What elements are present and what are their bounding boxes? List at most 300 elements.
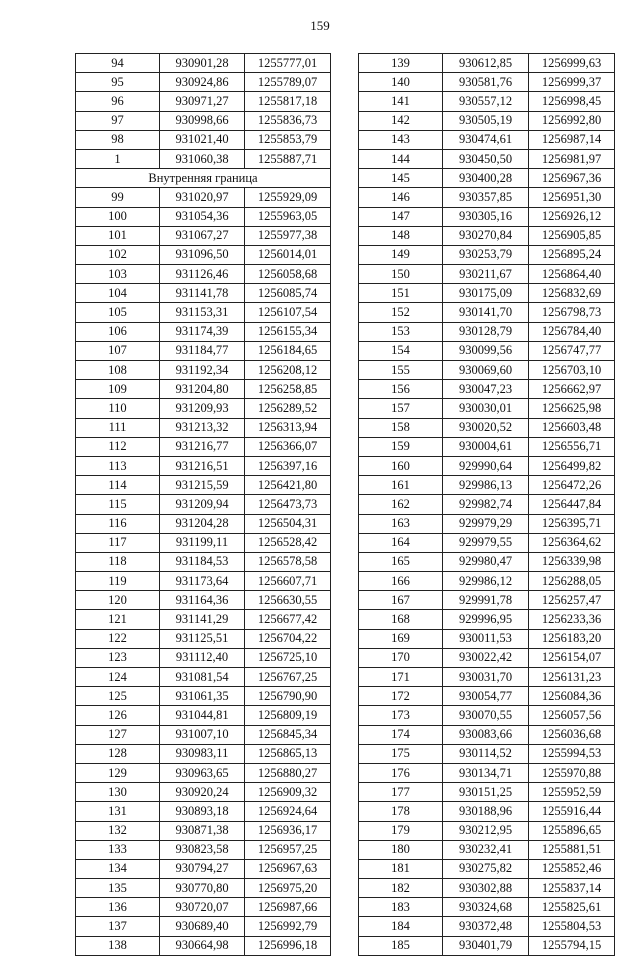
- point-number-cell: 116: [76, 514, 160, 533]
- point-number-cell: 136: [76, 898, 160, 917]
- point-number-cell: 126: [76, 706, 160, 725]
- point-number-cell: 96: [76, 92, 160, 111]
- x-coordinate-cell: 930099,56: [443, 341, 529, 360]
- y-coordinate-cell: 1256924,64: [245, 802, 331, 821]
- x-coordinate-cell: 930212,95: [443, 821, 529, 840]
- y-coordinate-cell: 1256233,36: [529, 610, 615, 629]
- point-number-cell: 133: [76, 840, 160, 859]
- y-coordinate-cell: 1256784,40: [529, 322, 615, 341]
- y-coordinate-cell: 1256397,16: [245, 456, 331, 475]
- y-coordinate-cell: 1256905,85: [529, 226, 615, 245]
- point-number-cell: 146: [359, 188, 443, 207]
- table-row: [359, 859, 615, 878]
- point-number-cell: 106: [76, 322, 160, 341]
- x-coordinate-cell: 931126,46: [160, 265, 245, 284]
- coordinates-table-left: [75, 53, 331, 956]
- point-number-cell: 130: [76, 783, 160, 802]
- point-number-cell: 172: [359, 687, 443, 706]
- y-coordinate-cell: 1255852,46: [529, 859, 615, 878]
- x-coordinate-cell: 930612,85: [443, 54, 529, 73]
- table-row: [359, 92, 615, 111]
- y-coordinate-cell: 1255887,71: [245, 149, 331, 168]
- point-number-cell: 110: [76, 399, 160, 418]
- x-coordinate-cell: 930022,42: [443, 648, 529, 667]
- x-coordinate-cell: 930175,09: [443, 284, 529, 303]
- table-row: [359, 303, 615, 322]
- point-number-cell: 117: [76, 533, 160, 552]
- x-coordinate-cell: 931054,36: [160, 207, 245, 226]
- point-number-cell: 124: [76, 668, 160, 687]
- table-row: [359, 802, 615, 821]
- x-coordinate-cell: 931204,80: [160, 380, 245, 399]
- table-row: [359, 629, 615, 648]
- y-coordinate-cell: 1256880,27: [245, 763, 331, 782]
- x-coordinate-cell: 930794,27: [160, 859, 245, 878]
- table-row: [76, 802, 331, 821]
- point-number-cell: 125: [76, 687, 160, 706]
- x-coordinate-cell: 930581,76: [443, 73, 529, 92]
- y-coordinate-cell: 1256504,31: [245, 514, 331, 533]
- x-coordinate-cell: 930357,85: [443, 188, 529, 207]
- point-number-cell: 115: [76, 495, 160, 514]
- table-row: [76, 610, 331, 629]
- y-coordinate-cell: 1255970,88: [529, 763, 615, 782]
- table-row: [359, 341, 615, 360]
- x-coordinate-cell: 931215,59: [160, 476, 245, 495]
- y-coordinate-cell: 1256967,63: [245, 859, 331, 878]
- point-number-cell: 151: [359, 284, 443, 303]
- point-number-cell: 100: [76, 207, 160, 226]
- y-coordinate-cell: 1256999,37: [529, 73, 615, 92]
- point-number-cell: 118: [76, 552, 160, 571]
- table-row: [76, 73, 331, 92]
- point-number-cell: 153: [359, 322, 443, 341]
- y-coordinate-cell: 1256395,71: [529, 514, 615, 533]
- table-row: [359, 437, 615, 456]
- table-row: [359, 456, 615, 475]
- y-coordinate-cell: 1255825,61: [529, 898, 615, 917]
- y-coordinate-cell: 1255789,07: [245, 73, 331, 92]
- x-coordinate-cell: 930069,60: [443, 361, 529, 380]
- y-coordinate-cell: 1255777,01: [245, 54, 331, 73]
- table-row: [359, 763, 615, 782]
- y-coordinate-cell: 1256473,73: [245, 495, 331, 514]
- x-coordinate-cell: 931060,38: [160, 149, 245, 168]
- y-coordinate-cell: 1256603,48: [529, 418, 615, 437]
- point-number-cell: 120: [76, 591, 160, 610]
- table-row: [76, 706, 331, 725]
- point-number-cell: 98: [76, 130, 160, 149]
- table-row: [76, 725, 331, 744]
- x-coordinate-cell: 930302,88: [443, 879, 529, 898]
- y-coordinate-cell: 1256909,32: [245, 783, 331, 802]
- y-coordinate-cell: 1256630,55: [245, 591, 331, 610]
- y-coordinate-cell: 1256289,52: [245, 399, 331, 418]
- table-row: [76, 763, 331, 782]
- point-number-cell: 159: [359, 437, 443, 456]
- table-row: [359, 284, 615, 303]
- table-row: [76, 917, 331, 936]
- x-coordinate-cell: 930253,79: [443, 245, 529, 264]
- y-coordinate-cell: 1256578,58: [245, 552, 331, 571]
- y-coordinate-cell: 1256288,05: [529, 572, 615, 591]
- y-coordinate-cell: 1256992,80: [529, 111, 615, 130]
- point-number-cell: 173: [359, 706, 443, 725]
- point-number-cell: 180: [359, 840, 443, 859]
- point-number-cell: 107: [76, 341, 160, 360]
- table-row: [76, 380, 331, 399]
- point-number-cell: 104: [76, 284, 160, 303]
- point-number-cell: 97: [76, 111, 160, 130]
- y-coordinate-cell: 1256447,84: [529, 495, 615, 514]
- point-number-cell: 145: [359, 169, 443, 188]
- x-coordinate-cell: 930020,52: [443, 418, 529, 437]
- table-row: [76, 92, 331, 111]
- point-number-cell: 143: [359, 130, 443, 149]
- x-coordinate-cell: 930689,40: [160, 917, 245, 936]
- point-number-cell: 152: [359, 303, 443, 322]
- y-coordinate-cell: 1256999,63: [529, 54, 615, 73]
- y-coordinate-cell: 1256790,90: [245, 687, 331, 706]
- table-row: [359, 380, 615, 399]
- x-coordinate-cell: 931216,77: [160, 437, 245, 456]
- table-row: [359, 668, 615, 687]
- point-number-cell: 174: [359, 725, 443, 744]
- y-coordinate-cell: 1256339,98: [529, 552, 615, 571]
- y-coordinate-cell: 1256499,82: [529, 456, 615, 475]
- x-coordinate-cell: 931192,34: [160, 361, 245, 380]
- x-coordinate-cell: 930232,41: [443, 840, 529, 859]
- x-coordinate-cell: 931209,94: [160, 495, 245, 514]
- table-row: [76, 54, 331, 73]
- table-row: [76, 668, 331, 687]
- point-number-cell: 160: [359, 456, 443, 475]
- point-number-cell: 94: [76, 54, 160, 73]
- point-number-cell: 175: [359, 744, 443, 763]
- point-number-cell: 109: [76, 380, 160, 399]
- y-coordinate-cell: 1255836,73: [245, 111, 331, 130]
- x-coordinate-cell: 930401,79: [443, 936, 529, 955]
- x-coordinate-cell: 931081,54: [160, 668, 245, 687]
- x-coordinate-cell: 930893,18: [160, 802, 245, 821]
- x-coordinate-cell: 930083,66: [443, 725, 529, 744]
- x-coordinate-cell: 931067,27: [160, 226, 245, 245]
- x-coordinate-cell: 930372,48: [443, 917, 529, 936]
- table-row: [359, 418, 615, 437]
- y-coordinate-cell: 1256832,69: [529, 284, 615, 303]
- y-coordinate-cell: 1256747,77: [529, 341, 615, 360]
- y-coordinate-cell: 1255804,53: [529, 917, 615, 936]
- y-coordinate-cell: 1256704,22: [245, 629, 331, 648]
- x-coordinate-cell: 930924,86: [160, 73, 245, 92]
- table-row: [76, 783, 331, 802]
- x-coordinate-cell: 930770,80: [160, 879, 245, 898]
- table-row: [359, 169, 615, 188]
- table-row: [76, 476, 331, 495]
- y-coordinate-cell: 1256155,34: [245, 322, 331, 341]
- table-row: [76, 495, 331, 514]
- y-coordinate-cell: 1256556,71: [529, 437, 615, 456]
- table-row: [76, 149, 331, 168]
- x-coordinate-cell: 930134,71: [443, 763, 529, 782]
- point-number-cell: 102: [76, 245, 160, 264]
- x-coordinate-cell: 931204,28: [160, 514, 245, 533]
- x-coordinate-cell: 929990,64: [443, 456, 529, 475]
- point-number-cell: 181: [359, 859, 443, 878]
- point-number-cell: 139: [359, 54, 443, 73]
- point-number-cell: 112: [76, 437, 160, 456]
- x-coordinate-cell: 931199,11: [160, 533, 245, 552]
- point-number-cell: 150: [359, 265, 443, 284]
- y-coordinate-cell: 1256936,17: [245, 821, 331, 840]
- table-row: [76, 859, 331, 878]
- table-row: [359, 361, 615, 380]
- y-coordinate-cell: 1256677,42: [245, 610, 331, 629]
- table-row: [359, 54, 615, 73]
- y-coordinate-cell: 1256036,68: [529, 725, 615, 744]
- table-row: [359, 610, 615, 629]
- y-coordinate-cell: 1256809,19: [245, 706, 331, 725]
- x-coordinate-cell: 931044,81: [160, 706, 245, 725]
- x-coordinate-cell: 930920,24: [160, 783, 245, 802]
- y-coordinate-cell: 1255853,79: [245, 130, 331, 149]
- x-coordinate-cell: 930011,53: [443, 629, 529, 648]
- y-coordinate-cell: 1256981,97: [529, 149, 615, 168]
- x-coordinate-cell: 929986,12: [443, 572, 529, 591]
- x-coordinate-cell: 930151,25: [443, 783, 529, 802]
- table-row: [359, 840, 615, 859]
- table-row: [359, 226, 615, 245]
- point-number-cell: 95: [76, 73, 160, 92]
- y-coordinate-cell: 1256472,26: [529, 476, 615, 495]
- y-coordinate-cell: 1256313,94: [245, 418, 331, 437]
- table-row: [359, 552, 615, 571]
- table-row: [359, 207, 615, 226]
- table-row: [76, 322, 331, 341]
- y-coordinate-cell: 1256987,14: [529, 130, 615, 149]
- y-coordinate-cell: 1256996,18: [245, 936, 331, 955]
- point-number-cell: 128: [76, 744, 160, 763]
- point-number-cell: 132: [76, 821, 160, 840]
- table-row: [76, 840, 331, 859]
- x-coordinate-cell: 929982,74: [443, 495, 529, 514]
- x-coordinate-cell: 930054,77: [443, 687, 529, 706]
- x-coordinate-cell: 930983,11: [160, 744, 245, 763]
- y-coordinate-cell: 1256366,07: [245, 437, 331, 456]
- x-coordinate-cell: 930998,66: [160, 111, 245, 130]
- table-row: [76, 936, 331, 955]
- y-coordinate-cell: 1255916,44: [529, 802, 615, 821]
- x-coordinate-cell: 931216,51: [160, 456, 245, 475]
- x-coordinate-cell: 930901,28: [160, 54, 245, 73]
- y-coordinate-cell: 1256926,12: [529, 207, 615, 226]
- point-number-cell: 161: [359, 476, 443, 495]
- y-coordinate-cell: 1255929,09: [245, 188, 331, 207]
- x-coordinate-cell: 930141,70: [443, 303, 529, 322]
- x-coordinate-cell: 931007,10: [160, 725, 245, 744]
- x-coordinate-cell: 931061,35: [160, 687, 245, 706]
- table-row: [359, 149, 615, 168]
- point-number-cell: 142: [359, 111, 443, 130]
- table-row: [76, 303, 331, 322]
- x-coordinate-cell: 930211,67: [443, 265, 529, 284]
- table-row: [359, 399, 615, 418]
- table-row: [76, 687, 331, 706]
- x-coordinate-cell: 931184,77: [160, 341, 245, 360]
- x-coordinate-cell: 930823,58: [160, 840, 245, 859]
- y-coordinate-cell: 1256864,40: [529, 265, 615, 284]
- y-coordinate-cell: 1255896,65: [529, 821, 615, 840]
- table-row: [76, 111, 331, 130]
- y-coordinate-cell: 1256987,66: [245, 898, 331, 917]
- y-coordinate-cell: 1256992,79: [245, 917, 331, 936]
- x-coordinate-cell: 930324,68: [443, 898, 529, 917]
- point-number-cell: 163: [359, 514, 443, 533]
- x-coordinate-cell: 931021,40: [160, 130, 245, 149]
- x-coordinate-cell: 931096,50: [160, 245, 245, 264]
- table-row: [359, 936, 615, 955]
- y-coordinate-cell: 1255952,59: [529, 783, 615, 802]
- table-row: [76, 399, 331, 418]
- point-number-cell: 144: [359, 149, 443, 168]
- table-row: [359, 725, 615, 744]
- point-number-cell: 129: [76, 763, 160, 782]
- point-number-cell: 149: [359, 245, 443, 264]
- y-coordinate-cell: 1256975,20: [245, 879, 331, 898]
- table-row: [359, 73, 615, 92]
- point-number-cell: 121: [76, 610, 160, 629]
- table-row: [76, 456, 331, 475]
- point-number-cell: 141: [359, 92, 443, 111]
- y-coordinate-cell: 1256865,13: [245, 744, 331, 763]
- point-number-cell: 158: [359, 418, 443, 437]
- y-coordinate-cell: 1256208,12: [245, 361, 331, 380]
- table-row: [76, 265, 331, 284]
- y-coordinate-cell: 1256364,62: [529, 533, 615, 552]
- y-coordinate-cell: 1256895,24: [529, 245, 615, 264]
- point-number-cell: 167: [359, 591, 443, 610]
- x-coordinate-cell: 930963,65: [160, 763, 245, 782]
- table-row: [359, 322, 615, 341]
- y-coordinate-cell: 1255817,18: [245, 92, 331, 111]
- y-coordinate-cell: 1256767,25: [245, 668, 331, 687]
- point-number-cell: 103: [76, 265, 160, 284]
- point-number-cell: 131: [76, 802, 160, 821]
- table-row: [359, 591, 615, 610]
- point-number-cell: 178: [359, 802, 443, 821]
- x-coordinate-cell: 930128,79: [443, 322, 529, 341]
- point-number-cell: 156: [359, 380, 443, 399]
- table-row: [359, 111, 615, 130]
- x-coordinate-cell: 929979,29: [443, 514, 529, 533]
- table-row: [76, 879, 331, 898]
- point-number-cell: 127: [76, 725, 160, 744]
- page-number: 159: [310, 18, 330, 33]
- x-coordinate-cell: 930004,61: [443, 437, 529, 456]
- table-row: [359, 188, 615, 207]
- table-row: [76, 591, 331, 610]
- table-row: [76, 744, 331, 763]
- x-coordinate-cell: 930275,82: [443, 859, 529, 878]
- point-number-cell: 170: [359, 648, 443, 667]
- x-coordinate-cell: 929980,47: [443, 552, 529, 571]
- point-number-cell: 137: [76, 917, 160, 936]
- point-number-cell: 162: [359, 495, 443, 514]
- y-coordinate-cell: 1255963,05: [245, 207, 331, 226]
- y-coordinate-cell: 1256257,47: [529, 591, 615, 610]
- table-row: [359, 821, 615, 840]
- y-coordinate-cell: 1256421,80: [245, 476, 331, 495]
- point-number-cell: 157: [359, 399, 443, 418]
- table-row: [359, 514, 615, 533]
- point-number-cell: 123: [76, 648, 160, 667]
- y-coordinate-cell: 1256967,36: [529, 169, 615, 188]
- point-number-cell: 184: [359, 917, 443, 936]
- point-number-cell: 164: [359, 533, 443, 552]
- table-row: [359, 533, 615, 552]
- point-number-cell: 177: [359, 783, 443, 802]
- table-row: [76, 552, 331, 571]
- table-row: [76, 226, 331, 245]
- y-coordinate-cell: 1256662,97: [529, 380, 615, 399]
- point-number-cell: 147: [359, 207, 443, 226]
- y-coordinate-cell: 1256625,98: [529, 399, 615, 418]
- x-coordinate-cell: 931141,29: [160, 610, 245, 629]
- table-row: [359, 917, 615, 936]
- y-coordinate-cell: 1255837,14: [529, 879, 615, 898]
- x-coordinate-cell: 930664,98: [160, 936, 245, 955]
- x-coordinate-cell: 930720,07: [160, 898, 245, 917]
- x-coordinate-cell: 931141,78: [160, 284, 245, 303]
- coordinates-table-right: [358, 53, 615, 956]
- y-coordinate-cell: 1256607,71: [245, 572, 331, 591]
- y-coordinate-cell: 1256998,45: [529, 92, 615, 111]
- table-row: [359, 265, 615, 284]
- x-coordinate-cell: 930031,70: [443, 668, 529, 687]
- y-coordinate-cell: 1256107,54: [245, 303, 331, 322]
- x-coordinate-cell: 931153,31: [160, 303, 245, 322]
- y-coordinate-cell: 1255977,38: [245, 226, 331, 245]
- point-number-cell: 140: [359, 73, 443, 92]
- x-coordinate-cell: 931209,93: [160, 399, 245, 418]
- point-number-cell: 101: [76, 226, 160, 245]
- x-coordinate-cell: 929996,95: [443, 610, 529, 629]
- table-row: [76, 572, 331, 591]
- y-coordinate-cell: 1256085,74: [245, 284, 331, 303]
- point-number-cell: 1: [76, 149, 160, 168]
- point-number-cell: 111: [76, 418, 160, 437]
- table-row: [76, 418, 331, 437]
- y-coordinate-cell: 1256131,23: [529, 668, 615, 687]
- point-number-cell: 122: [76, 629, 160, 648]
- point-number-cell: 99: [76, 188, 160, 207]
- point-number-cell: 108: [76, 361, 160, 380]
- y-coordinate-cell: 1255794,15: [529, 936, 615, 955]
- x-coordinate-cell: 930871,38: [160, 821, 245, 840]
- table-row: [359, 495, 615, 514]
- y-coordinate-cell: 1256014,01: [245, 245, 331, 264]
- point-number-cell: 185: [359, 936, 443, 955]
- point-number-cell: 113: [76, 456, 160, 475]
- x-coordinate-cell: 930070,55: [443, 706, 529, 725]
- table-row: [76, 341, 331, 360]
- point-number-cell: 154: [359, 341, 443, 360]
- point-number-cell: 155: [359, 361, 443, 380]
- x-coordinate-cell: 930400,28: [443, 169, 529, 188]
- table-row: [359, 783, 615, 802]
- y-coordinate-cell: 1255881,51: [529, 840, 615, 859]
- x-coordinate-cell: 929979,55: [443, 533, 529, 552]
